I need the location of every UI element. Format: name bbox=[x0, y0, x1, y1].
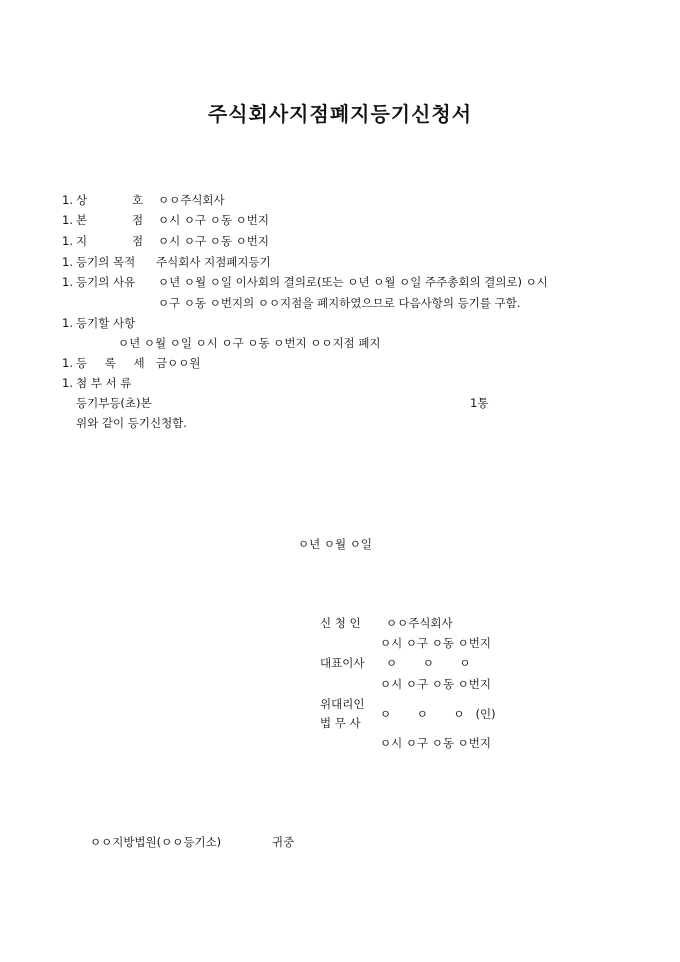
document-title: 주식회사지점폐지등기신청서 bbox=[207, 102, 473, 126]
item-number: 1. bbox=[62, 193, 73, 207]
tax-label: 등 록 세 bbox=[76, 356, 145, 370]
item-number: 1. bbox=[62, 234, 73, 248]
agent-label-line-1: 위대리인 bbox=[320, 697, 365, 711]
item-number: 1. bbox=[62, 356, 73, 370]
application-date: ㅇ년 ㅇ월 ㅇ일 bbox=[298, 537, 372, 551]
matters-label: 등기할 사항 bbox=[76, 316, 136, 330]
representative-name: ㅇ ㅇ ㅇ bbox=[386, 656, 471, 670]
attachment-item: 등기부등(초)본 bbox=[76, 396, 152, 410]
branch-label-char2: 점 bbox=[132, 234, 144, 248]
head-office-label-char2: 점 bbox=[132, 213, 144, 227]
trade-name-value: ㅇㅇ주식회사 bbox=[158, 193, 225, 207]
agent-address: ㅇ시 ㅇ구 ㅇ동 ㅇ번지 bbox=[380, 736, 491, 750]
trade-name-label-char2: 호 bbox=[132, 193, 144, 207]
item-number: 1. bbox=[62, 275, 73, 289]
cause-line-2: ㅇ구 ㅇ동 ㅇ번지의 ㅇㅇ지점을 폐지하였으므로 다음사항의 등기를 구함. bbox=[158, 296, 521, 310]
item-number: 1. bbox=[62, 255, 73, 269]
agent-name-seal: ㅇ ㅇ ㅇ (인) bbox=[380, 707, 496, 721]
honorific: 귀중 bbox=[272, 835, 295, 849]
matters-value: ㅇ년 ㅇ월 ㅇ일 ㅇ시 ㅇ구 ㅇ동 ㅇ번지 ㅇㅇ지점 폐지 bbox=[118, 336, 381, 350]
applicant-label: 신 청 인 bbox=[320, 616, 361, 630]
purpose-label: 등기의 목적 bbox=[76, 255, 136, 269]
item-number: 1. bbox=[62, 376, 73, 390]
trade-name-label-char1: 상 bbox=[76, 193, 88, 207]
applicant-address: ㅇ시 ㅇ구 ㅇ동 ㅇ번지 bbox=[380, 636, 491, 650]
cause-label: 등기의 사유 bbox=[76, 275, 136, 289]
head-office-value: ㅇ시 ㅇ구 ㅇ동 ㅇ번지 bbox=[158, 213, 269, 227]
head-office-label-char1: 본 bbox=[76, 213, 88, 227]
item-number: 1. bbox=[62, 316, 73, 330]
branch-value: ㅇ시 ㅇ구 ㅇ동 ㅇ번지 bbox=[158, 234, 269, 248]
representative-label: 대표이사 bbox=[320, 656, 365, 670]
branch-label-char1: 지 bbox=[76, 234, 88, 248]
purpose-value: 주식회사 지점폐지등기 bbox=[156, 255, 271, 269]
court-name: ㅇㅇ지방법원(ㅇㅇ등기소) bbox=[90, 835, 222, 849]
representative-address: ㅇ시 ㅇ구 ㅇ동 ㅇ번지 bbox=[380, 677, 491, 691]
attachments-label: 첨 부 서 류 bbox=[76, 376, 132, 390]
item-number: 1. bbox=[62, 213, 73, 227]
tax-value: 금ㅇㅇ원 bbox=[156, 356, 201, 370]
cause-line-1: ㅇ년 ㅇ월 ㅇ일 이사회의 결의로(또는 ㅇ년 ㅇ월 ㅇ일 주주총회의 결의로) ㅇ시 bbox=[158, 275, 548, 289]
agent-label-line-2: 법 무 사 bbox=[320, 716, 361, 730]
closing-statement: 위와 같이 등기신청함. bbox=[76, 416, 187, 430]
attachment-count: 1통 bbox=[470, 396, 489, 410]
applicant-name: ㅇㅇ주식회사 bbox=[386, 616, 453, 630]
